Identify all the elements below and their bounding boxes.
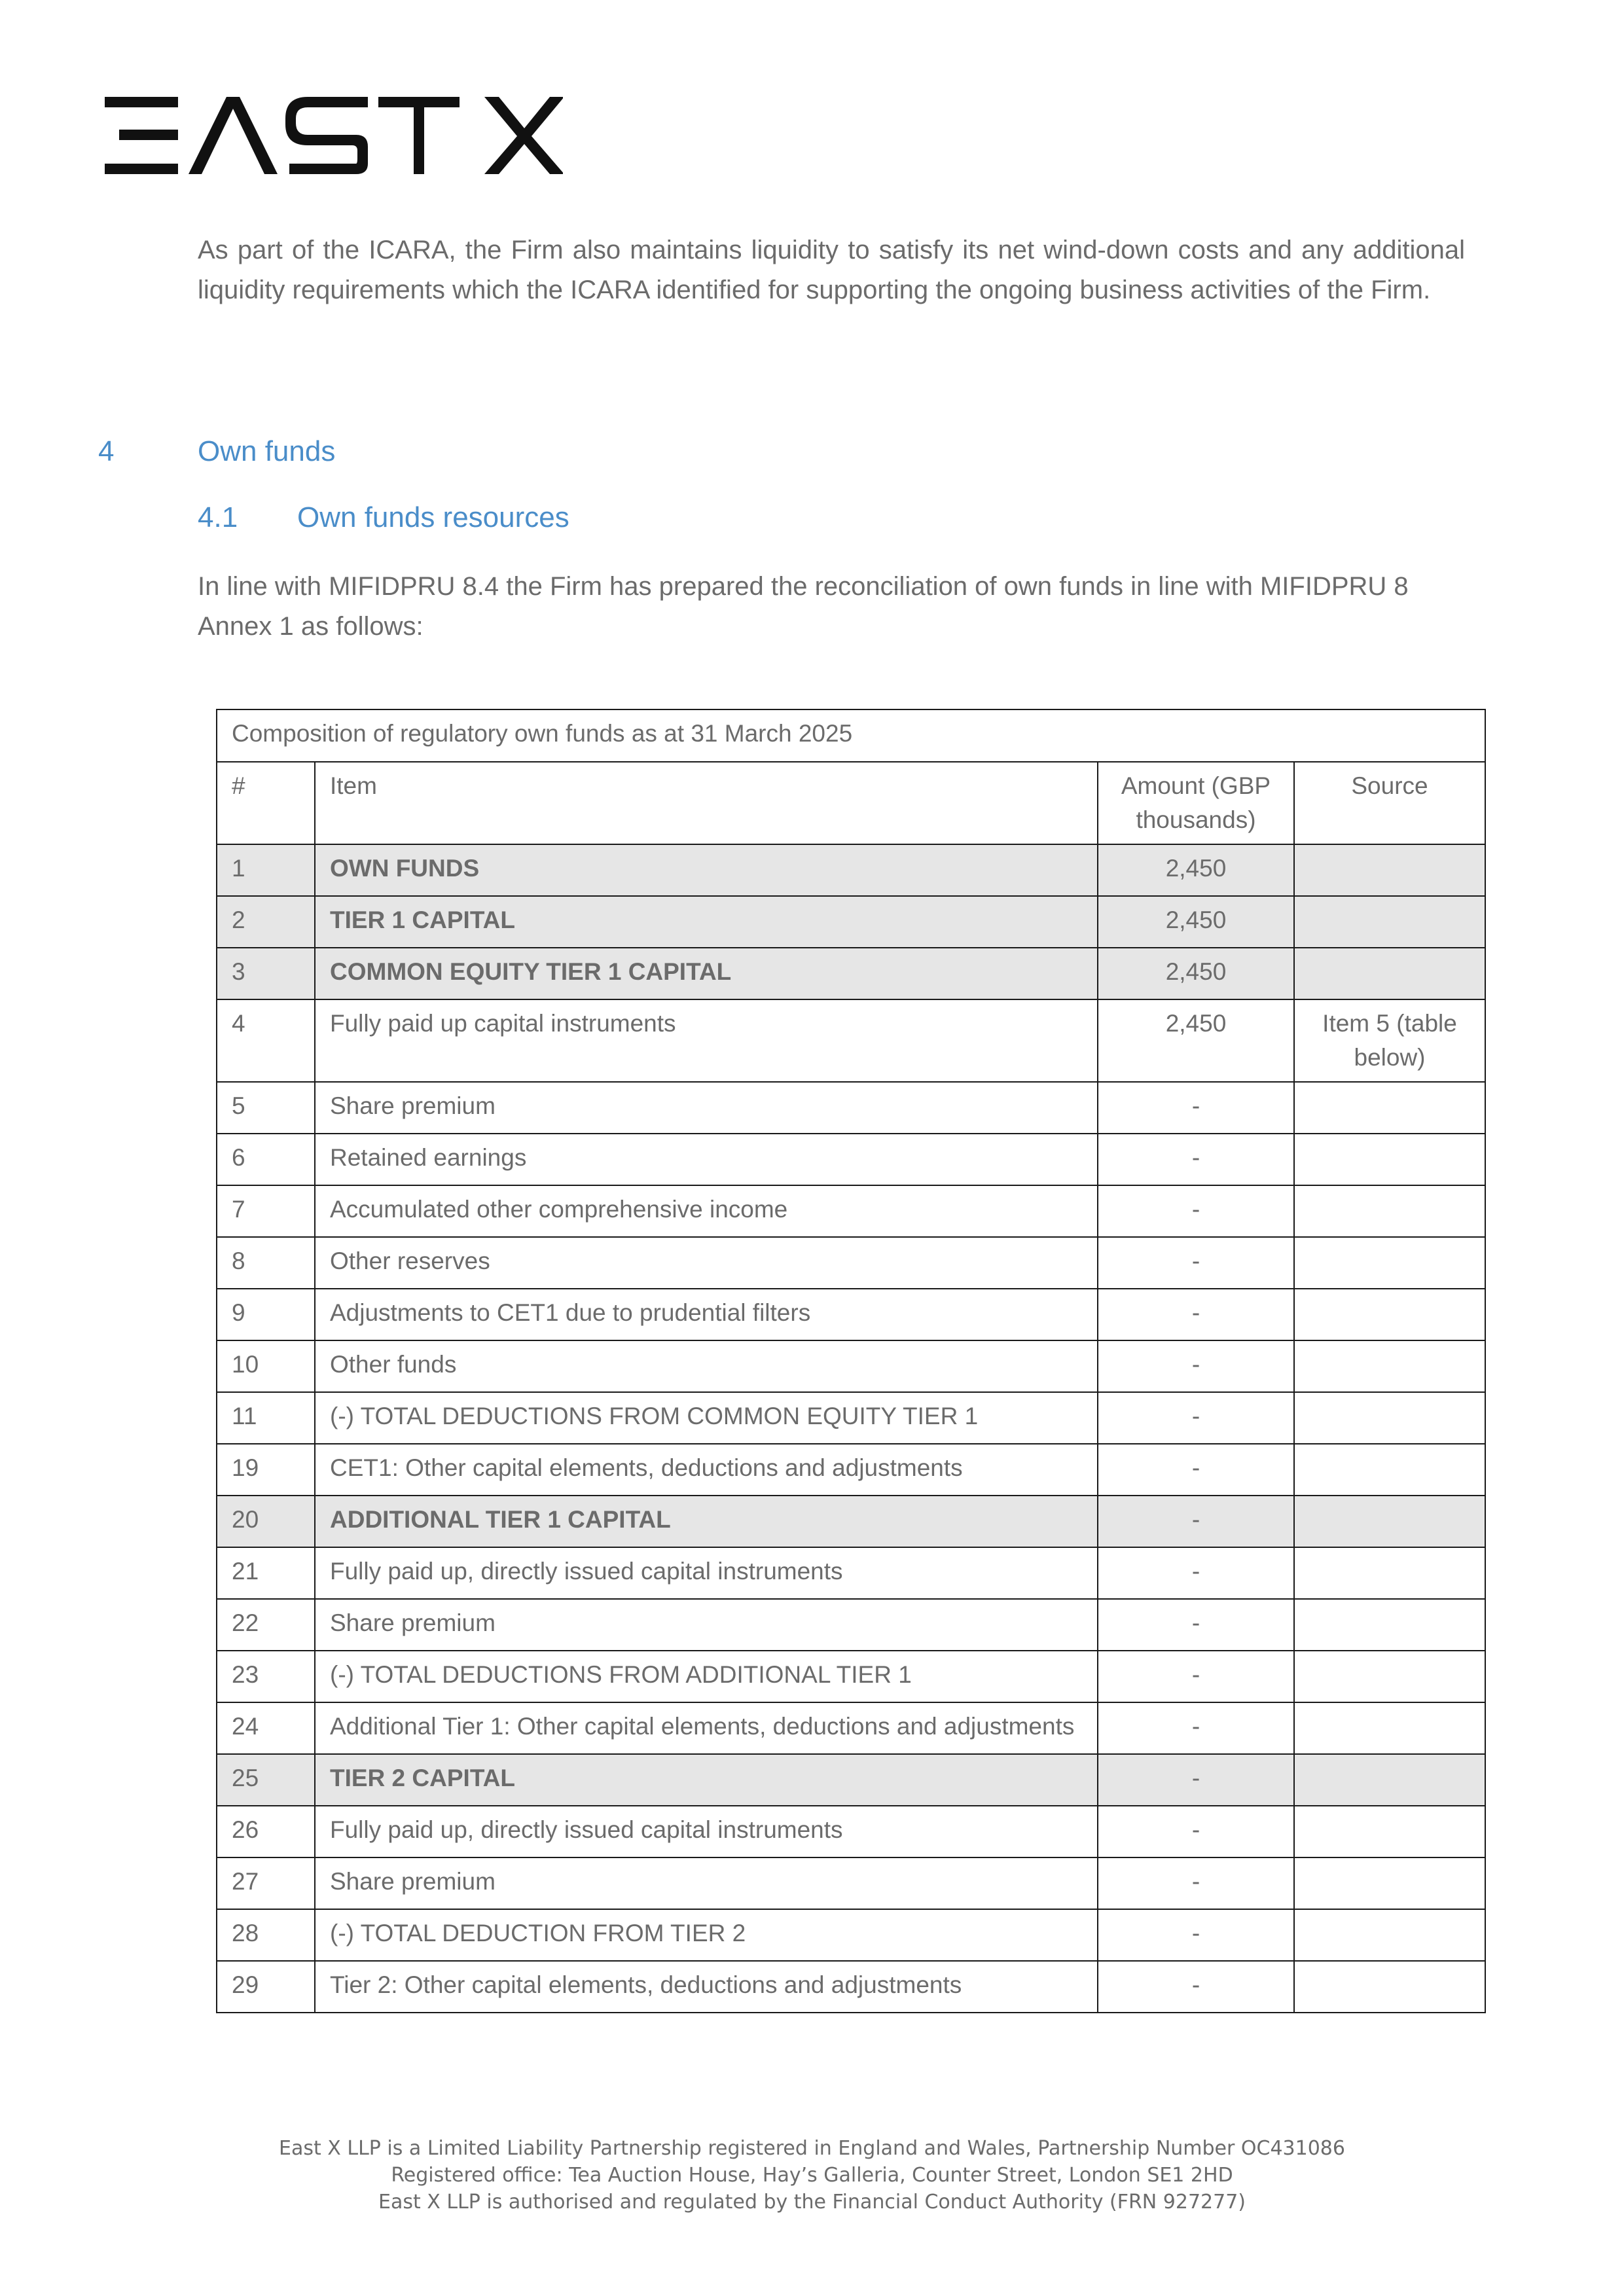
- row-source: [1294, 948, 1485, 999]
- row-amount: -: [1098, 1082, 1294, 1134]
- row-number: 22: [217, 1599, 315, 1651]
- own-funds-table: [216, 709, 1486, 2013]
- row-amount: -: [1098, 1392, 1294, 1444]
- footer-line-1: East X LLP is a Limited Liability Partnership registered in England and Wales, Partnership Number OC431086: [279, 2137, 1345, 2160]
- row-item: Tier 2: Other capital elements, deductions and adjustments: [315, 1961, 1098, 2013]
- row-amount: 2,450: [1098, 999, 1294, 1082]
- row-item: Retained earnings: [315, 1134, 1098, 1185]
- row-amount: -: [1098, 1134, 1294, 1185]
- row-source: [1294, 1857, 1485, 1909]
- row-amount: -: [1098, 1237, 1294, 1289]
- row-number: 11: [217, 1392, 315, 1444]
- reconciliation-paragraph: In line with MIFIDPRU 8.4 the Firm has prepared the reconciliation of own funds in line with MIFIDPRU 8 Annex 1 as follows:: [198, 572, 1409, 641]
- row-item: COMMON EQUITY TIER 1 CAPITAL: [315, 948, 1098, 999]
- row-amount: -: [1098, 1754, 1294, 1806]
- row-source: [1294, 844, 1485, 896]
- row-source: [1294, 1496, 1485, 1547]
- row-amount: -: [1098, 1599, 1294, 1651]
- row-item: Additional Tier 1: Other capital elements, deductions and adjustments: [315, 1702, 1098, 1754]
- row-number: 3: [217, 948, 315, 999]
- row-number: 27: [217, 1857, 315, 1909]
- row-source: [1294, 1806, 1485, 1857]
- row-source: [1294, 1909, 1485, 1961]
- row-amount: -: [1098, 1651, 1294, 1702]
- row-number: 28: [217, 1909, 315, 1961]
- row-item: Fully paid up, directly issued capital instruments: [315, 1806, 1098, 1857]
- table-row: [217, 1289, 1485, 1340]
- row-item: OWN FUNDS: [315, 844, 1098, 896]
- row-item: TIER 2 CAPITAL: [315, 1754, 1098, 1806]
- table-row: [217, 1806, 1485, 1857]
- row-item: CET1: Other capital elements, deductions and adjustments: [315, 1444, 1098, 1496]
- row-item: (-) TOTAL DEDUCTION FROM TIER 2: [315, 1909, 1098, 1961]
- page-footer: [0, 2135, 1624, 2215]
- row-item: Share premium: [315, 1599, 1098, 1651]
- row-amount: 2,450: [1098, 948, 1294, 999]
- row-amount: -: [1098, 1547, 1294, 1599]
- row-source: Item 5 (table below): [1294, 999, 1485, 1082]
- row-amount: -: [1098, 1806, 1294, 1857]
- footer-line-2: Registered office: Tea Auction House, Hay’s Galleria, Counter Street, London SE1 2HD: [391, 2164, 1233, 2187]
- row-item: Share premium: [315, 1082, 1098, 1134]
- row-item: Other funds: [315, 1340, 1098, 1392]
- row-amount: -: [1098, 1702, 1294, 1754]
- row-source: [1294, 1392, 1485, 1444]
- table-row: [217, 1496, 1485, 1547]
- row-number: 20: [217, 1496, 315, 1547]
- row-source: [1294, 1082, 1485, 1134]
- table-row: [217, 896, 1485, 948]
- row-item: Other reserves: [315, 1237, 1098, 1289]
- table-row: [217, 844, 1485, 896]
- row-source: [1294, 1702, 1485, 1754]
- row-source: [1294, 1754, 1485, 1806]
- table-row: [217, 948, 1485, 999]
- row-number: 1: [217, 844, 315, 896]
- row-amount: -: [1098, 1961, 1294, 2013]
- row-number: 9: [217, 1289, 315, 1340]
- row-source: [1294, 1547, 1485, 1599]
- row-item: Fully paid up capital instruments: [315, 999, 1098, 1082]
- row-number: 29: [217, 1961, 315, 2013]
- row-item: Adjustments to CET1 due to prudential filters: [315, 1289, 1098, 1340]
- row-source: [1294, 1237, 1485, 1289]
- row-source: [1294, 1289, 1485, 1340]
- row-source: [1294, 1599, 1485, 1651]
- table-row: [217, 1547, 1485, 1599]
- table-row: [217, 999, 1485, 1082]
- row-amount: -: [1098, 1857, 1294, 1909]
- row-source: [1294, 1651, 1485, 1702]
- row-number: 26: [217, 1806, 315, 1857]
- table-row: [217, 1185, 1485, 1237]
- row-number: 5: [217, 1082, 315, 1134]
- table-row: [217, 1754, 1485, 1806]
- subsection-title: Own funds resources: [297, 501, 569, 533]
- subsection-heading: [198, 501, 569, 534]
- row-amount: -: [1098, 1444, 1294, 1496]
- section-title: Own funds: [198, 435, 336, 467]
- table-row: [217, 1599, 1485, 1651]
- row-number: 8: [217, 1237, 315, 1289]
- row-source: [1294, 1134, 1485, 1185]
- table-row: [217, 1702, 1485, 1754]
- row-amount: -: [1098, 1909, 1294, 1961]
- row-amount: 2,450: [1098, 844, 1294, 896]
- table-row: [217, 1909, 1485, 1961]
- header-amount: Amount (GBP thousands): [1098, 762, 1294, 844]
- row-source: [1294, 896, 1485, 948]
- row-item: TIER 1 CAPITAL: [315, 896, 1098, 948]
- row-number: 10: [217, 1340, 315, 1392]
- row-item: ADDITIONAL TIER 1 CAPITAL: [315, 1496, 1098, 1547]
- table-caption-row: [217, 709, 1485, 762]
- east-x-logo: [105, 97, 563, 174]
- table-row: [217, 1651, 1485, 1702]
- row-item: (-) TOTAL DEDUCTIONS FROM ADDITIONAL TIER 1: [315, 1651, 1098, 1702]
- row-source: [1294, 1185, 1485, 1237]
- row-item: Fully paid up, directly issued capital instruments: [315, 1547, 1098, 1599]
- row-number: 6: [217, 1134, 315, 1185]
- footer-line-3: East X LLP is authorised and regulated by the Financial Conduct Authority (FRN 927277): [378, 2191, 1246, 2214]
- row-number: 19: [217, 1444, 315, 1496]
- row-source: [1294, 1340, 1485, 1392]
- header-source: Source: [1294, 762, 1485, 844]
- section-heading: [98, 435, 335, 468]
- row-amount: -: [1098, 1185, 1294, 1237]
- row-number: 25: [217, 1754, 315, 1806]
- table-row: [217, 1340, 1485, 1392]
- table-row: [217, 1237, 1485, 1289]
- row-amount: -: [1098, 1340, 1294, 1392]
- row-source: [1294, 1961, 1485, 2013]
- row-number: 21: [217, 1547, 315, 1599]
- row-number: 7: [217, 1185, 315, 1237]
- table-header-row: [217, 762, 1485, 844]
- row-number: 24: [217, 1702, 315, 1754]
- table-row: [217, 1444, 1485, 1496]
- row-number: 4: [217, 999, 315, 1082]
- table-row: [217, 1082, 1485, 1134]
- row-amount: 2,450: [1098, 896, 1294, 948]
- row-item: Share premium: [315, 1857, 1098, 1909]
- table-row: [217, 1392, 1485, 1444]
- row-number: 23: [217, 1651, 315, 1702]
- row-amount: -: [1098, 1496, 1294, 1547]
- row-amount: -: [1098, 1289, 1294, 1340]
- row-item: Accumulated other comprehensive income: [315, 1185, 1098, 1237]
- subsection-number: 4.1: [198, 501, 238, 533]
- header-item: Item: [315, 762, 1098, 844]
- header-num: #: [217, 762, 315, 844]
- row-number: 2: [217, 896, 315, 948]
- table-row: [217, 1134, 1485, 1185]
- row-source: [1294, 1444, 1485, 1496]
- row-item: (-) TOTAL DEDUCTIONS FROM COMMON EQUITY TIER 1: [315, 1392, 1098, 1444]
- intro-paragraph: As part of the ICARA, the Firm also maintains liquidity to satisfy its net wind-down costs and any additional liquidity requirements which the ICARA identified for supporting the ongoing business activities of the Firm.: [198, 236, 1465, 304]
- section-number: 4: [98, 435, 115, 467]
- table-caption: Composition of regulatory own funds as at 31 March 2025: [217, 709, 1485, 762]
- table-row: [217, 1961, 1485, 2013]
- table-row: [217, 1857, 1485, 1909]
